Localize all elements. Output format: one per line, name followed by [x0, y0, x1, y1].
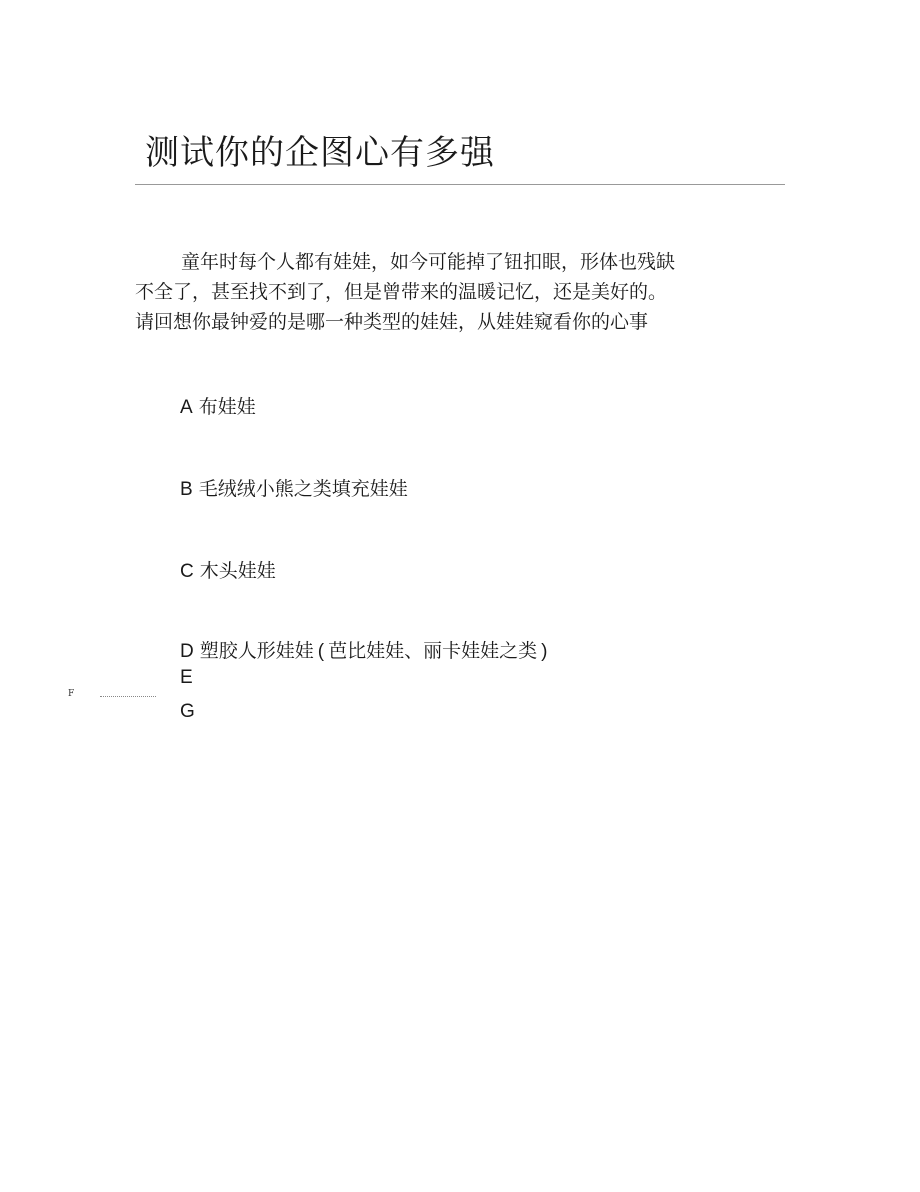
footnote-f-label: F: [68, 689, 75, 699]
option-c-letter: C: [180, 561, 194, 582]
option-b: [180, 476, 408, 503]
option-g: [180, 698, 201, 725]
option-d-letter: D: [180, 641, 194, 662]
dotted-leader: [100, 696, 156, 697]
option-b-letter: B: [180, 479, 193, 500]
option-d-paren-open: (: [317, 641, 325, 662]
document-title: 测试你的企图心有多强: [145, 133, 495, 173]
title-divider: [135, 184, 785, 185]
intro-line-1: 童年时每个人都有娃娃，如今可能掉了钮扣眼，形体也残缺: [181, 251, 676, 273]
intro-line-2: 不全了，甚至找不到了，但是曾带来的温暖记忆，还是美好的。: [135, 281, 668, 303]
option-c-text: 木头娃娃: [199, 560, 276, 582]
option-d-paren-text: 芭比娃娃、丽卡娃娃之类: [328, 640, 538, 662]
option-a: [180, 394, 256, 421]
option-d-paren-close: ): [541, 641, 548, 662]
option-d: [180, 638, 551, 665]
option-b-text: 毛绒绒小熊之类填充娃娃: [198, 478, 408, 500]
option-a-letter: A: [180, 397, 193, 418]
intro-paragraph: [135, 247, 725, 337]
option-e: [180, 664, 199, 691]
option-c: [180, 558, 276, 585]
option-e-letter: E: [180, 667, 193, 688]
option-d-text: 塑胶人形娃娃: [199, 640, 314, 662]
intro-line-3: 请回想你最钟爱的是哪一种类型的娃娃，从娃娃窥看你的心事: [135, 311, 649, 333]
option-g-letter: G: [180, 701, 195, 722]
option-a-text: 布娃娃: [198, 396, 256, 418]
